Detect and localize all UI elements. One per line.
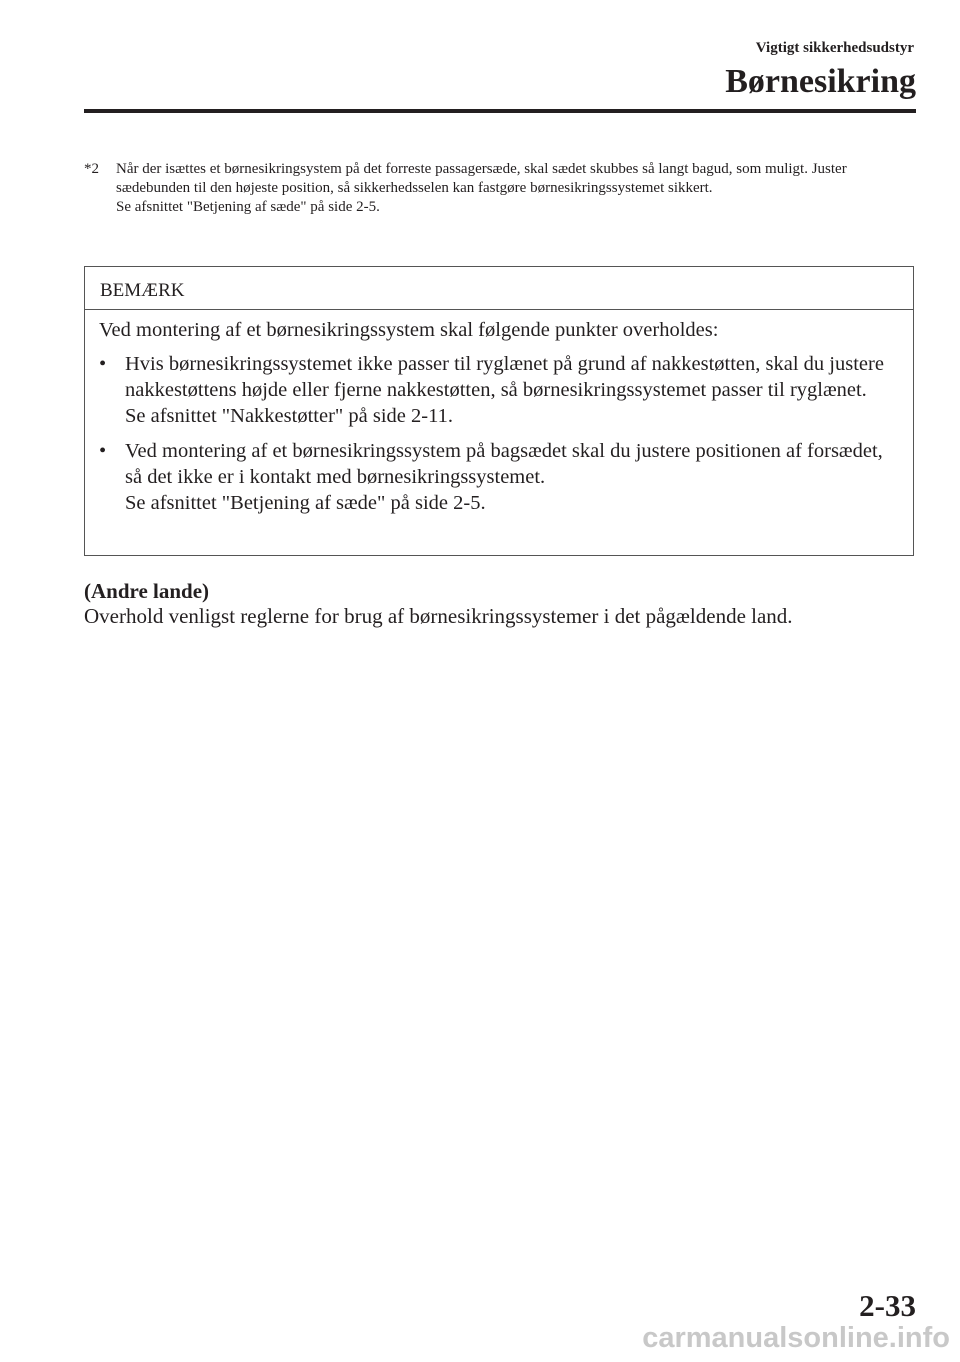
other-countries-text: Overhold venligst reglerne for brug af børnesikringssystemer i det pågældende land. [84,604,793,628]
page-number: 2-33 [859,1288,916,1323]
note-item-see-reference: Se afsnittet "Nakkestøtter" på side 2-11. [125,405,453,427]
footnote [84,160,920,217]
footnote-body [116,160,920,217]
footnote-text: Når der isættes et børnesikringsystem på det forreste passagersæde, skal sædet skubbes så langt bagud, som muligt. Juster sædebunden til den højeste position, så sikkerhedsselen kan fastgøre børnesikringssystemet sikkert. [116,161,847,196]
bullet-icon: • [99,353,107,375]
note-box [84,266,914,556]
note-item-text: Hvis børnesikringssystemet ikke passer til ryglænet på grund af nakkestøtten, skal du justere nakkestøttens højde eller fjerne nakkestøtten, så børnesikringssystemet passer til ryglænet. [125,353,884,401]
note-heading: BEMÆRK [85,267,913,310]
note-intro: Ved montering af et børnesikringssystem skal følgende punkter overholdes: [99,319,719,341]
note-list [99,351,901,516]
footnote-see-reference: Se afsnittet "Betjening af sæde" på side 2-5. [116,199,380,215]
watermark: carmanualsonline.info [642,1322,950,1354]
note-item-text: Ved montering af et børnesikringssystem på bagsædet skal du justere positionen af forsædet, så det ikke er i kontakt med børnesikringssystemet. [125,440,883,488]
note-body [85,310,913,516]
page-title: Børnesikring [725,63,916,100]
note-list-item [99,438,901,516]
other-countries-heading: (Andre lande) [84,579,210,603]
note-item-see-reference: Se afsnittet "Betjening af sæde" på side 2-5. [125,492,486,514]
footnote-marker: *2 [84,161,99,177]
header-divider [84,109,916,113]
running-header-section: Vigtigt sikkerhedsudstyr [755,40,914,56]
bullet-icon: • [99,440,107,462]
note-list-item [99,351,901,429]
